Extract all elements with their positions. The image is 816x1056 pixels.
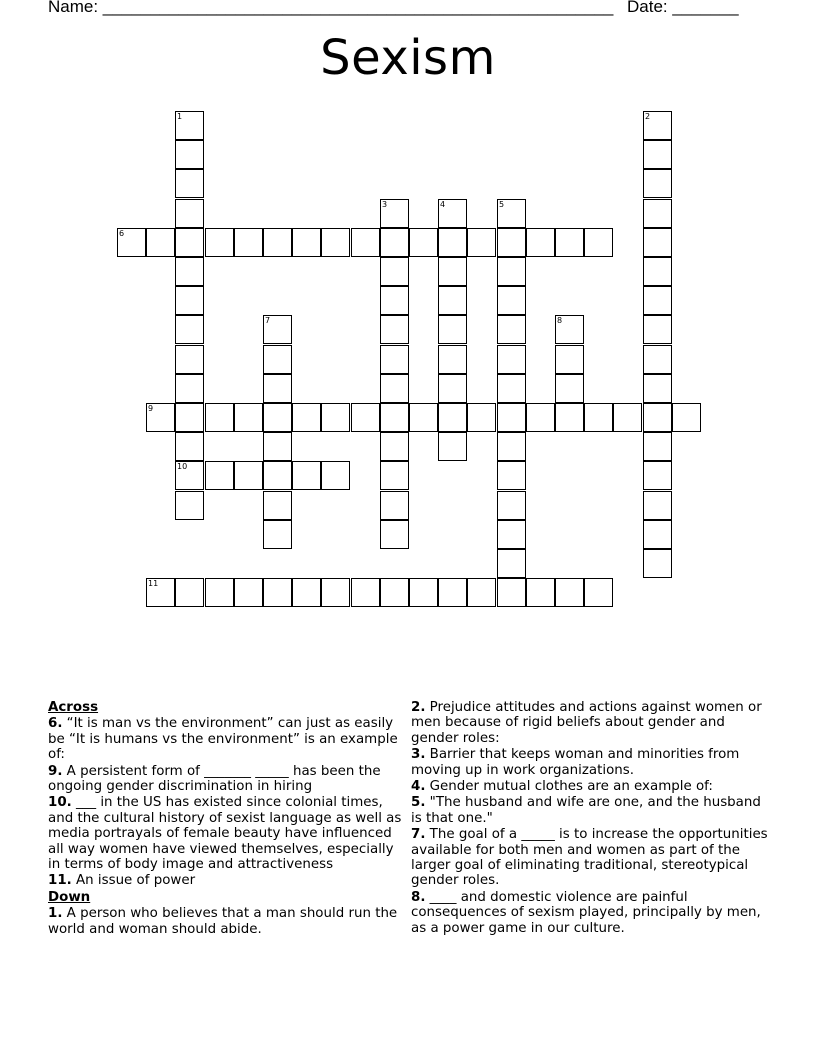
grid-cell[interactable] — [292, 403, 321, 432]
grid-cell[interactable] — [263, 345, 292, 374]
grid-cell[interactable] — [175, 491, 204, 520]
clue-text: Gender mutual clothes are an example of: — [425, 779, 713, 795]
grid-cell[interactable] — [497, 315, 526, 344]
grid-cell[interactable] — [380, 578, 409, 607]
grid-cell[interactable] — [234, 578, 263, 607]
grid-cell[interactable] — [643, 374, 672, 403]
grid-cell[interactable] — [175, 140, 204, 169]
across-clue-list — [48, 716, 410, 888]
grid-cell[interactable] — [380, 199, 409, 228]
grid-cell[interactable] — [175, 578, 204, 607]
grid-cell[interactable] — [643, 345, 672, 374]
grid-cell[interactable] — [467, 228, 496, 257]
name-field[interactable]: Name: ______________________________________________________ — [48, 0, 614, 16]
grid-cell[interactable] — [438, 432, 467, 461]
grid-cell[interactable] — [526, 403, 555, 432]
grid-cell[interactable] — [175, 374, 204, 403]
grid-cell[interactable] — [643, 111, 672, 140]
grid-cell[interactable] — [438, 578, 467, 607]
grid-cell[interactable] — [497, 549, 526, 578]
grid-cell[interactable] — [146, 403, 175, 432]
grid-cell[interactable] — [351, 578, 380, 607]
grid-cell[interactable] — [497, 578, 526, 607]
grid-cell[interactable] — [497, 461, 526, 490]
grid-cell[interactable] — [672, 403, 701, 432]
clue-number: 8 — [557, 316, 563, 325]
grid-cell[interactable] — [643, 140, 672, 169]
grid-cell[interactable] — [643, 315, 672, 344]
grid-cell[interactable] — [263, 578, 292, 607]
grid-cell[interactable] — [175, 228, 204, 257]
clue-number: 10 — [177, 462, 188, 471]
grid-cell[interactable] — [380, 228, 409, 257]
grid-cell[interactable] — [380, 374, 409, 403]
grid-cell[interactable] — [175, 199, 204, 228]
clue — [411, 747, 771, 778]
grid-cell[interactable] — [263, 374, 292, 403]
down-clue-list — [48, 906, 410, 937]
grid-cell[interactable] — [555, 315, 584, 344]
clue — [48, 716, 410, 762]
grid-cell[interactable] — [175, 432, 204, 461]
clue-number: 3 — [382, 200, 388, 209]
grid-cell[interactable] — [526, 228, 555, 257]
grid-cell[interactable] — [175, 286, 204, 315]
clue-text: Barrier that keeps woman and minorities from moving up in work organizations. — [411, 747, 740, 778]
clue — [48, 795, 410, 872]
clue-number-label: 9. — [48, 763, 63, 779]
grid-cell[interactable] — [409, 228, 438, 257]
grid-cell[interactable] — [292, 228, 321, 257]
grid-cell[interactable] — [263, 461, 292, 490]
grid-cell[interactable] — [643, 199, 672, 228]
grid-cell[interactable] — [117, 228, 146, 257]
grid-cell[interactable] — [175, 111, 204, 140]
grid-cell[interactable] — [321, 228, 350, 257]
grid-cell[interactable] — [263, 491, 292, 520]
clue-number: 1 — [177, 112, 183, 121]
grid-cell[interactable] — [146, 578, 175, 607]
grid-cell[interactable] — [175, 169, 204, 198]
clue-number-label: 2. — [411, 700, 426, 715]
clue — [48, 906, 410, 937]
grid-cell[interactable] — [438, 315, 467, 344]
grid-cell[interactable] — [497, 286, 526, 315]
grid-cell[interactable] — [321, 403, 350, 432]
clue — [411, 779, 771, 794]
clue-text: ___ in the US has existed since colonial times, and the cultural history of sexist language as well as media portrayals of female beauty have influenced all way women have viewed themselves, especially in terms of body image and attractiveness — [48, 795, 402, 873]
grid-cell[interactable] — [497, 345, 526, 374]
grid-cell[interactable] — [321, 461, 350, 490]
grid-cell[interactable] — [380, 315, 409, 344]
grid-cell[interactable] — [234, 461, 263, 490]
grid-cell[interactable] — [438, 257, 467, 286]
grid-cell[interactable] — [175, 345, 204, 374]
grid-cell[interactable] — [205, 403, 234, 432]
clue — [48, 873, 410, 888]
grid-cell[interactable] — [321, 578, 350, 607]
clue-number: 5 — [499, 200, 505, 209]
clue-number-label: 6. — [48, 716, 63, 732]
grid-cell[interactable] — [438, 403, 467, 432]
grid-cell[interactable] — [555, 228, 584, 257]
clue — [411, 795, 771, 826]
grid-cell[interactable] — [175, 461, 204, 490]
grid-cell[interactable] — [234, 403, 263, 432]
clue-number: 9 — [148, 404, 154, 413]
grid-cell[interactable] — [584, 228, 613, 257]
clue-number-label: 11. — [48, 873, 72, 889]
clue-number-label: 7. — [411, 827, 426, 843]
grid-cell[interactable] — [497, 520, 526, 549]
grid-cell[interactable] — [351, 228, 380, 257]
grid-cell[interactable] — [380, 286, 409, 315]
clue-number-label: 1. — [48, 906, 63, 922]
clues-left-column — [48, 700, 410, 938]
clue-number-label: 8. — [411, 889, 426, 905]
grid-cell[interactable] — [643, 432, 672, 461]
clue-text: "The husband and wife are one, and the husband is that one." — [411, 795, 761, 826]
clue-number: 6 — [119, 229, 125, 238]
grid-cell[interactable] — [205, 228, 234, 257]
grid-cell[interactable] — [643, 257, 672, 286]
grid-cell[interactable] — [438, 286, 467, 315]
grid-cell[interactable] — [351, 403, 380, 432]
grid-cell[interactable] — [292, 461, 321, 490]
grid-cell[interactable] — [643, 461, 672, 490]
grid-cell[interactable] — [643, 520, 672, 549]
clue-number: 4 — [440, 200, 446, 209]
clue-text: A person who believes that a man should run the world and woman should abide. — [48, 906, 398, 937]
grid-cell[interactable] — [526, 578, 555, 607]
grid-cell[interactable] — [555, 403, 584, 432]
date-field[interactable]: Date: _______ — [627, 0, 739, 16]
grid-cell[interactable] — [263, 403, 292, 432]
clue-number-label: 4. — [411, 779, 426, 795]
clue-text: “It is man vs the environment” can just as easily be “It is humans vs the environment” is an example of: — [48, 716, 398, 763]
grid-cell[interactable] — [380, 520, 409, 549]
clue-text: An issue of power — [71, 873, 196, 889]
clue — [411, 700, 771, 746]
grid-cell[interactable] — [584, 578, 613, 607]
grid-cell[interactable] — [497, 491, 526, 520]
grid-cell[interactable] — [497, 257, 526, 286]
grid-cell[interactable] — [497, 374, 526, 403]
grid-cell[interactable] — [584, 403, 613, 432]
clues-right-column — [411, 700, 771, 937]
grid-cell[interactable] — [380, 403, 409, 432]
grid-cell[interactable] — [380, 461, 409, 490]
grid-cell[interactable] — [409, 403, 438, 432]
grid-cell[interactable] — [380, 257, 409, 286]
grid-cell[interactable] — [555, 345, 584, 374]
grid-cell[interactable] — [409, 578, 438, 607]
grid-cell[interactable] — [467, 403, 496, 432]
grid-cell[interactable] — [438, 374, 467, 403]
down-heading: Down — [48, 889, 91, 905]
grid-cell[interactable] — [205, 461, 234, 490]
down-clue-list-continued — [411, 700, 771, 936]
grid-cell[interactable] — [497, 199, 526, 228]
grid-cell[interactable] — [263, 520, 292, 549]
clue-text: Prejudice attitudes and actions against women or men because of rigid beliefs about gender and gender roles: — [411, 700, 762, 746]
grid-cell[interactable] — [555, 578, 584, 607]
clue — [411, 827, 771, 889]
grid-cell[interactable] — [643, 169, 672, 198]
page-title: Sexism — [320, 30, 496, 86]
grid-cell[interactable] — [643, 228, 672, 257]
clue-number-label: 10. — [48, 795, 72, 811]
grid-cell[interactable] — [643, 403, 672, 432]
grid-cell[interactable] — [497, 403, 526, 432]
grid-cell[interactable] — [292, 578, 321, 607]
grid-cell[interactable] — [175, 403, 204, 432]
clue — [48, 764, 410, 795]
grid-cell[interactable] — [467, 578, 496, 607]
clue-number-label: 5. — [411, 795, 426, 811]
clue-number: 11 — [148, 579, 159, 588]
grid-cell[interactable] — [643, 549, 672, 578]
grid-cell[interactable] — [263, 432, 292, 461]
across-heading: Across — [48, 700, 99, 715]
clue-text: ____ and domestic violence are painful consequences of sexism played, principally by men, as a power game in our culture. — [411, 889, 761, 936]
grid-cell[interactable] — [497, 228, 526, 257]
clue-number: 7 — [265, 316, 271, 325]
grid-cell[interactable] — [643, 491, 672, 520]
clue-text: The goal of a _____ is to increase the opportunities available for both men and women as part of the larger goal of eliminating traditional, stereotypical gender roles. — [411, 827, 768, 889]
grid-cell[interactable] — [438, 199, 467, 228]
grid-cell[interactable] — [497, 432, 526, 461]
grid-cell[interactable] — [175, 257, 204, 286]
grid-cell[interactable] — [380, 345, 409, 374]
grid-cell[interactable] — [146, 228, 175, 257]
grid-cell[interactable] — [613, 403, 642, 432]
clue-text: A persistent form of _______ _____ has been the ongoing gender discrimination in hiring — [48, 763, 381, 795]
grid-cell[interactable] — [175, 315, 204, 344]
grid-cell[interactable] — [380, 491, 409, 520]
grid-cell[interactable] — [205, 578, 234, 607]
grid-cell[interactable] — [263, 315, 292, 344]
grid-cell[interactable] — [438, 345, 467, 374]
grid-cell[interactable] — [263, 228, 292, 257]
clue-number-label: 3. — [411, 747, 426, 763]
grid-cell[interactable] — [555, 374, 584, 403]
clue-number: 2 — [645, 112, 651, 121]
grid-cell[interactable] — [643, 286, 672, 315]
grid-cell[interactable] — [234, 228, 263, 257]
clue — [411, 890, 771, 936]
grid-cell[interactable] — [438, 228, 467, 257]
grid-cell[interactable] — [380, 432, 409, 461]
